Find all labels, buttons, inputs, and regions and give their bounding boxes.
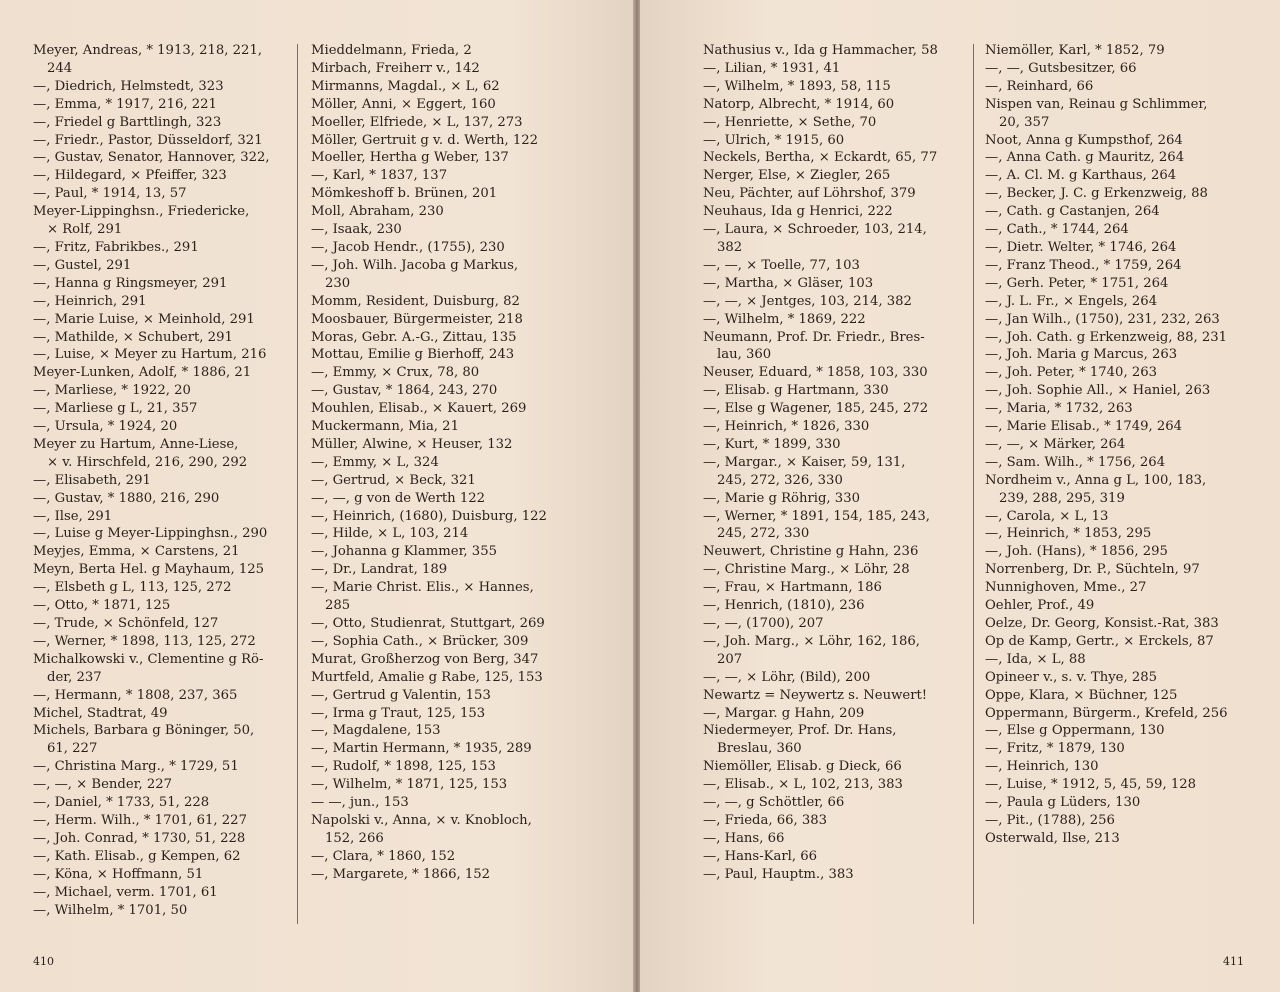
- left-page-column-2: [311, 42, 547, 884]
- index-entry: Meyer-Lippinghsn., Friedericke,: [33, 204, 250, 220]
- index-entry: —, Marie Elisab., * 1749, 264: [985, 419, 1183, 435]
- index-entry: —, Henrich, (1810), 236: [703, 598, 865, 614]
- index-entry: —, A. Cl. M. g Karthaus, 264: [985, 168, 1177, 184]
- index-entry: —, Marie Christ. Elis., × Hannes,: [311, 580, 534, 596]
- index-entry: —, Gertrud, × Beck, 321: [311, 472, 476, 488]
- index-entry: 61, 227: [47, 741, 98, 757]
- index-entry: —, Werner, * 1891, 154, 185, 243,: [703, 508, 930, 524]
- index-entry: —, Kath. Elisab., g Kempen, 62: [33, 848, 241, 864]
- index-entry: —, —, (1700), 207: [703, 616, 824, 631]
- index-entry: —, Otto, Studienrat, Stuttgart, 269: [311, 616, 545, 631]
- index-entry: —, Hanna g Ringsmeyer, 291: [33, 275, 228, 291]
- index-entry: —, Reinhard, 66: [985, 78, 1094, 94]
- index-entry: × Rolf, 291: [47, 222, 123, 238]
- index-entry: Niemöller, Elisab. g Dieck, 66: [703, 759, 902, 775]
- index-entry: —, Dr., Landrat, 189: [311, 562, 448, 578]
- index-entry: —, Joh. Maria g Marcus, 263: [985, 347, 1178, 363]
- index-entry: 245, 272, 330: [717, 526, 810, 542]
- index-entry: Oehler, Prof., 49: [985, 598, 1095, 614]
- index-entry: —, —, × Jentges, 103, 214, 382: [703, 293, 912, 309]
- index-entry: Nordheim v., Anna g L, 100, 183,: [985, 472, 1207, 488]
- index-entry: —, Elsbeth g L, 113, 125, 272: [33, 580, 232, 596]
- index-entry: —, Elisab. g Hartmann, 330: [703, 383, 889, 399]
- index-entry: —, Jacob Hendr., (1755), 230: [311, 239, 505, 255]
- index-entry: —, —, × Löhr, (Bild), 200: [703, 669, 871, 685]
- index-entry: Niemöller, Karl, * 1852, 79: [985, 43, 1165, 58]
- index-entry: —, Otto, * 1871, 125: [33, 598, 171, 614]
- index-entry: —, —, × Toelle, 77, 103: [703, 257, 860, 273]
- index-entry: —, Christina Marg., * 1729, 51: [33, 759, 239, 775]
- index-entry: —, Ursula, * 1924, 20: [33, 419, 178, 435]
- index-entry: Michels, Barbara g Böninger, 50,: [33, 723, 255, 739]
- index-entry: 285: [325, 598, 351, 614]
- index-entry: Newartz = Neywertz s. Neuwert!: [703, 687, 928, 703]
- index-entry: —, Köna, × Hoffmann, 51: [33, 866, 204, 882]
- index-entry: —, Karl, * 1837, 137: [311, 168, 448, 184]
- index-entry: —, Carola, × L, 13: [985, 508, 1109, 524]
- index-entry: —, Jan Wilh., (1750), 231, 232, 263: [985, 311, 1220, 327]
- index-entry: —, Joh. (Hans), * 1856, 295: [985, 544, 1168, 560]
- index-entry: 245, 272, 326, 330: [717, 472, 843, 488]
- index-entry: —, Diedrich, Helmstedt, 323: [33, 78, 224, 94]
- index-entry: —, Gustav, * 1864, 243, 270: [311, 383, 498, 399]
- index-entry: Natorp, Albrecht, * 1914, 60: [703, 96, 895, 112]
- index-entry: Moras, Gebr. A.-G., Zittau, 135: [311, 329, 517, 345]
- index-entry: —, —, × Bender, 227: [33, 777, 173, 793]
- index-entry: —, Luise, × Meyer zu Hartum, 216: [33, 347, 267, 363]
- index-entry: —, Cath., * 1744, 264: [985, 222, 1129, 238]
- index-entry: —, Ilse, 291: [33, 508, 113, 524]
- index-entry: —, Fritz, Fabrikbes., 291: [33, 239, 199, 255]
- index-entry: Osterwald, Ilse, 213: [985, 830, 1120, 846]
- index-entry: —, Herm. Wilh., * 1701, 61, 227: [33, 812, 247, 828]
- index-entry: —, Ulrich, * 1915, 60: [703, 132, 845, 148]
- index-entry: 230: [325, 275, 351, 291]
- index-entry: Möller, Anni, × Eggert, 160: [311, 96, 496, 112]
- column-rule: [297, 44, 298, 924]
- index-entry: Meyer, Andreas, * 1913, 218, 221,: [33, 43, 263, 58]
- index-entry: —, Hermann, * 1808, 237, 365: [33, 687, 238, 703]
- index-entry: Napolski v., Anna, × v. Knobloch,: [311, 812, 532, 828]
- index-entry: —, Martin Hermann, * 1935, 289: [311, 741, 532, 757]
- index-entry: —, Fritz, * 1879, 130: [985, 741, 1125, 757]
- index-entry: Meyer zu Hartum, Anne-Liese,: [33, 436, 239, 452]
- index-entry: —, Christine Marg., × Löhr, 28: [703, 562, 910, 578]
- left-page: [0, 0, 634, 992]
- index-entry: —, Wilhelm, * 1893, 58, 115: [703, 78, 891, 94]
- index-entry: Nunnighoven, Mme., 27: [985, 580, 1147, 596]
- index-entry: —, Marie g Röhrig, 330: [703, 490, 860, 506]
- index-entry: —, Joh. Cath. g Erkenzweig, 88, 231: [985, 329, 1228, 345]
- index-entry: Mömkeshoff b. Brünen, 201: [311, 186, 498, 202]
- index-entry: Niedermeyer, Prof. Dr. Hans,: [703, 723, 897, 739]
- index-entry: —, Gustav, * 1880, 216, 290: [33, 490, 220, 506]
- index-entry: —, Paul, * 1914, 13, 57: [33, 186, 187, 202]
- index-entry: Muckermann, Mia, 21: [311, 419, 459, 435]
- index-entry: —, Isaak, 230: [311, 222, 402, 238]
- page-number: 411: [1223, 955, 1244, 968]
- index-entry: × v. Hirschfeld, 216, 290, 292: [47, 454, 248, 470]
- index-entry: —, Friedel g Barttlingh, 323: [33, 114, 222, 130]
- index-entry: —, Gertrud g Valentin, 153: [311, 687, 491, 703]
- index-entry: Neckels, Bertha, × Eckardt, 65, 77: [703, 150, 938, 166]
- index-entry: —, Hans, 66: [703, 830, 785, 846]
- index-entry: —, Anna Cath. g Mauritz, 264: [985, 150, 1185, 166]
- index-entry: —, Marliese, * 1922, 20: [33, 383, 191, 399]
- index-entry: Michalkowski v., Clementine g Rö-: [33, 651, 264, 667]
- index-entry: —, Joh. Sophie All., × Haniel, 263: [985, 383, 1211, 399]
- index-entry: 152, 266: [325, 830, 384, 846]
- index-entry: —, Laura, × Schroeder, 103, 214,: [703, 222, 927, 238]
- index-entry: Moeller, Hertha g Weber, 137: [311, 150, 509, 166]
- index-entry: —, Frieda, 66, 383: [703, 812, 828, 828]
- column-rule: [973, 44, 974, 924]
- index-entry: Mirmanns, Magdal., × L, 62: [311, 78, 500, 94]
- index-entry: Oppe, Klara, × Büchner, 125: [985, 687, 1178, 703]
- index-entry: 20, 357: [999, 114, 1050, 130]
- index-entry: —, Else g Wagener, 185, 245, 272: [703, 401, 929, 417]
- index-entry: —, Margar., × Kaiser, 59, 131,: [703, 454, 906, 470]
- index-entry: —, Gerh. Peter, * 1751, 264: [985, 275, 1169, 291]
- index-entry: —, Emmy, × Crux, 78, 80: [311, 365, 480, 381]
- index-entry: —, Maria, * 1732, 263: [985, 401, 1133, 417]
- index-entry: Nispen van, Reinau g Schlimmer,: [985, 96, 1208, 112]
- index-entry: —, Heinrich, * 1826, 330: [703, 419, 870, 435]
- index-entry: Moosbauer, Bürgermeister, 218: [311, 311, 523, 327]
- index-entry: —, Daniel, * 1733, 51, 228: [33, 795, 210, 811]
- index-entry: —, Heinrich, 130: [985, 759, 1099, 775]
- index-entry: —, Sam. Wilh., * 1756, 264: [985, 454, 1166, 470]
- index-entry: —, Joh. Peter, * 1740, 263: [985, 365, 1158, 381]
- index-entry: 382: [717, 239, 743, 255]
- index-entry: Nerger, Else, × Ziegler, 265: [703, 168, 891, 184]
- index-entry: 207: [717, 651, 743, 667]
- index-entry: Noot, Anna g Kumpsthof, 264: [985, 132, 1183, 148]
- index-entry: Opineer v., s. v. Thye, 285: [985, 669, 1158, 685]
- index-entry: Meyjes, Emma, × Carstens, 21: [33, 544, 240, 560]
- index-entry: —, Heinrich, 291: [33, 293, 147, 309]
- index-entry: —, Hans-Karl, 66: [703, 848, 818, 864]
- index-entry: Moeller, Elfriede, × L, 137, 273: [311, 114, 523, 130]
- index-entry: —, Werner, * 1898, 113, 125, 272: [33, 633, 256, 649]
- index-entry: —, Wilhelm, * 1701, 50: [33, 902, 188, 918]
- index-entry: —, Joh. Conrad, * 1730, 51, 228: [33, 830, 246, 846]
- index-entry: Mottau, Emilie g Bierhoff, 243: [311, 347, 515, 363]
- index-entry: —, Paula g Lüders, 130: [985, 795, 1141, 811]
- index-entry: der, 237: [47, 669, 102, 685]
- left-page-column-1: [33, 42, 270, 919]
- index-entry: —, —, g Schöttler, 66: [703, 795, 845, 811]
- index-entry: —, Franz Theod., * 1759, 264: [985, 257, 1182, 273]
- index-entry: —, Luise, * 1912, 5, 45, 59, 128: [985, 777, 1196, 793]
- index-entry: Michel, Stadtrat, 49: [33, 705, 168, 721]
- index-entry: —, Emma, * 1917, 216, 221: [33, 96, 217, 112]
- right-page-column-1: [703, 42, 938, 884]
- index-entry: —, Wilhelm, * 1871, 125, 153: [311, 777, 508, 793]
- index-entry: —, Elisab., × L, 102, 213, 383: [703, 777, 903, 793]
- index-entry: Möller, Gertruit g v. d. Werth, 122: [311, 132, 539, 148]
- index-entry: —, Dietr. Welter, * 1746, 264: [985, 239, 1177, 255]
- index-entry: —, Wilhelm, * 1869, 222: [703, 311, 866, 327]
- index-entry: Neumann, Prof. Dr. Friedr., Bres-: [703, 329, 925, 345]
- index-entry: —, Marie Luise, × Meinhold, 291: [33, 311, 255, 327]
- index-entry: —, Ida, × L, 88: [985, 651, 1086, 667]
- index-entry: Momm, Resident, Duisburg, 82: [311, 293, 520, 309]
- index-entry: —, Margar. g Hahn, 209: [703, 705, 865, 721]
- index-entry: —, Gustav, Senator, Hannover, 322,: [33, 150, 270, 166]
- index-entry: —, Kurt, * 1899, 330: [703, 436, 841, 452]
- right-page: [640, 0, 1280, 992]
- index-entry: —, —, Gutsbesitzer, 66: [985, 60, 1137, 76]
- index-entry: Nathusius v., Ida g Hammacher, 58: [703, 43, 938, 58]
- index-entry: —, Irma g Traut, 125, 153: [311, 705, 486, 721]
- index-entry: —, Clara, * 1860, 152: [311, 848, 456, 864]
- index-entry: —, —, g von de Werth 122: [311, 490, 486, 506]
- index-entry: Neuhaus, Ida g Henrici, 222: [703, 204, 893, 220]
- index-entry: —, Trude, × Schönfeld, 127: [33, 616, 219, 631]
- index-entry: Neuwert, Christine g Hahn, 236: [703, 544, 919, 560]
- index-entry: Norrenberg, Dr. P., Süchteln, 97: [985, 562, 1200, 578]
- index-entry: lau, 360: [717, 347, 772, 363]
- index-entry: —, Marliese g L, 21, 357: [33, 401, 198, 417]
- index-entry: —, Heinrich, * 1853, 295: [985, 526, 1152, 542]
- index-entry: —, Paul, Hauptm., 383: [703, 866, 854, 882]
- index-entry: Müller, Alwine, × Heuser, 132: [311, 436, 513, 452]
- index-entry: —, Joh. Marg., × Löhr, 162, 186,: [703, 633, 920, 649]
- page-number: 410: [33, 955, 54, 968]
- index-entry: —, Johanna g Klammer, 355: [311, 544, 497, 560]
- index-entry: —, Becker, J. C. g Erkenzweig, 88: [985, 186, 1208, 202]
- index-entry: —, Friedr., Pastor, Düsseldorf, 321: [33, 132, 263, 148]
- index-entry: Murat, Großherzog von Berg, 347: [311, 651, 539, 667]
- index-entry: —, Heinrich, (1680), Duisburg, 122: [311, 508, 547, 524]
- index-entry: —, Michael, verm. 1701, 61: [33, 884, 218, 900]
- index-entry: Mirbach, Freiherr v., 142: [311, 60, 480, 76]
- index-entry: —, Emmy, × L, 324: [311, 454, 439, 470]
- index-entry: —, Cath. g Castanjen, 264: [985, 204, 1160, 220]
- index-entry: —, Mathilde, × Schubert, 291: [33, 329, 233, 345]
- index-entry: —, Rudolf, * 1898, 125, 153: [311, 759, 496, 775]
- index-entry: Mieddelmann, Frieda, 2: [311, 43, 472, 58]
- index-entry: —, Margarete, * 1866, 152: [311, 866, 491, 882]
- index-entry: —, Lilian, * 1931, 41: [703, 60, 841, 76]
- index-entry: — —, jun., 153: [311, 795, 409, 811]
- index-entry: —, Hilde, × L, 103, 214: [311, 526, 469, 542]
- index-entry: Meyer-Lunken, Adolf, * 1886, 21: [33, 365, 252, 381]
- index-entry: —, Pit., (1788), 256: [985, 812, 1115, 828]
- right-page-column-2: [985, 42, 1228, 848]
- index-entry: —, Hildegard, × Pfeiffer, 323: [33, 168, 227, 184]
- index-entry: —, Henriette, × Sethe, 70: [703, 114, 877, 130]
- index-entry: Murtfeld, Amalie g Rabe, 125, 153: [311, 669, 543, 685]
- index-entry: 244: [47, 60, 73, 76]
- index-entry: Neuser, Eduard, * 1858, 103, 330: [703, 365, 928, 381]
- index-entry: —, Martha, × Gläser, 103: [703, 275, 874, 291]
- index-entry: —, Gustel, 291: [33, 257, 132, 273]
- index-entry: Op de Kamp, Gertr., × Erckels, 87: [985, 633, 1214, 649]
- index-entry: —, Magdalene, 153: [311, 723, 441, 739]
- index-entry: —, Luise g Meyer-Lippinghsn., 290: [33, 526, 268, 542]
- index-entry: Meyn, Berta Hel. g Mayhaum, 125: [33, 562, 265, 578]
- index-entry: Breslau, 360: [717, 741, 802, 757]
- index-entry: —, —, × Märker, 264: [985, 436, 1126, 452]
- index-entry: —, Else g Oppermann, 130: [985, 723, 1165, 739]
- index-entry: Oppermann, Bürgerm., Krefeld, 256: [985, 705, 1228, 721]
- index-entry: —, Joh. Wilh. Jacoba g Markus,: [311, 257, 519, 273]
- index-entry: Oelze, Dr. Georg, Konsist.-Rat, 383: [985, 616, 1219, 631]
- index-entry: Moll, Abraham, 230: [311, 204, 444, 220]
- index-entry: —, Elisabeth, 291: [33, 472, 151, 488]
- index-entry: —, Frau, × Hartmann, 186: [703, 580, 882, 596]
- index-entry: Neu, Pächter, auf Löhrshof, 379: [703, 186, 916, 202]
- index-entry: —, J. L. Fr., × Engels, 264: [985, 293, 1158, 309]
- index-entry: Mouhlen, Elisab., × Kauert, 269: [311, 401, 527, 417]
- index-entry: 239, 288, 295, 319: [999, 490, 1125, 506]
- index-entry: —, Sophia Cath., × Brücker, 309: [311, 633, 529, 649]
